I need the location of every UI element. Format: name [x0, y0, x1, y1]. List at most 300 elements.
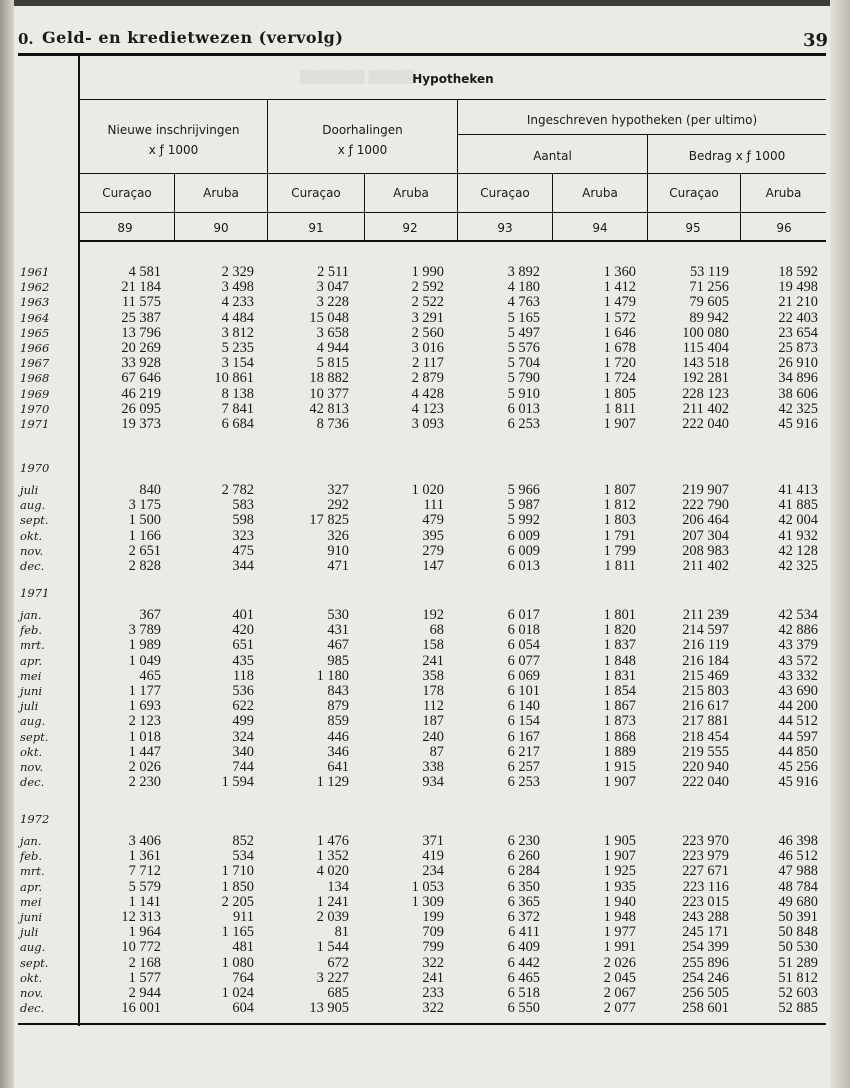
row-label: nov. — [20, 760, 44, 774]
row-label: 1964 — [20, 310, 50, 325]
header-registered: Ingeschreven hypotheken (per ultimo) — [526, 113, 758, 127]
header-new-line2: x ƒ 1000 — [148, 143, 199, 157]
table-cell: 3 227 — [316, 969, 349, 986]
table-cell: 26 910 — [778, 355, 818, 372]
table-cell: 192 — [422, 607, 444, 623]
table-cell: 985 — [327, 652, 349, 669]
table-cell: 43 690 — [778, 683, 818, 699]
table-cell: 46 398 — [778, 833, 818, 849]
table-cell: 18 592 — [778, 264, 818, 280]
table-cell: 143 518 — [682, 355, 729, 372]
table-cell: 1 018 — [128, 728, 161, 745]
table-cell: 6 009 — [507, 542, 540, 559]
table-cell: 256 505 — [682, 985, 729, 1001]
table-cell: 6 077 — [507, 652, 540, 669]
header-cancel-line2: x ƒ 1000 — [337, 143, 388, 157]
table-cell: 222 040 — [682, 416, 729, 432]
table-cell: 26 095 — [121, 400, 161, 417]
table-cell: 6 167 — [507, 728, 540, 745]
header-hypotheken: Hypotheken — [412, 72, 494, 86]
table-cell: 1 925 — [603, 863, 636, 880]
table-cell: 100 080 — [682, 324, 729, 341]
table-cell: 911 — [232, 909, 254, 925]
table-cell: 6 684 — [221, 416, 254, 432]
table-cell: 1 964 — [128, 924, 161, 941]
table-cell: 6 069 — [507, 667, 540, 684]
table-cell: 46 512 — [778, 848, 818, 865]
col-number-8: 96 — [776, 221, 792, 235]
table-cell: 207 304 — [682, 527, 729, 544]
table-cell: 1 991 — [603, 939, 636, 956]
row-label: mrt. — [20, 638, 45, 653]
table-cell: 840 — [139, 482, 161, 498]
table-cell: 1 141 — [128, 893, 161, 910]
table-cell: 1 889 — [603, 743, 636, 760]
table-cell: 324 — [232, 728, 254, 745]
table-cell: 51 289 — [778, 954, 818, 971]
table-cell: 934 — [422, 774, 444, 791]
table-cell: 3 406 — [128, 833, 161, 849]
table-cell: 4 581 — [128, 264, 161, 280]
table-cell: 6 411 — [508, 924, 540, 941]
table-cell: 118 — [232, 667, 254, 684]
table-cell: 1 807 — [603, 482, 636, 498]
row-label: dec. — [20, 775, 45, 790]
table-cell: 471 — [327, 558, 349, 574]
col-number-7: 95 — [685, 221, 701, 235]
table-cell: 4 944 — [316, 340, 349, 356]
table-cell: 5 992 — [507, 512, 540, 529]
table-cell: 1 053 — [411, 878, 444, 895]
table-cell: 211 402 — [682, 558, 729, 574]
table-cell: 6 257 — [507, 759, 540, 775]
table-cell: 178 — [422, 683, 444, 699]
table-cell: 223 015 — [682, 893, 729, 910]
row-label: nov. — [20, 986, 44, 1000]
row-label: juli — [20, 925, 39, 940]
table-cell: 323 — [232, 527, 254, 544]
table-cell: 219 907 — [682, 482, 729, 498]
table-cell: 6 217 — [507, 743, 540, 760]
table-cell: 1 867 — [603, 698, 636, 715]
table-cell: 20 269 — [121, 340, 161, 356]
table-cell: 48 784 — [778, 878, 818, 895]
col-label-1: Curaçao — [102, 186, 152, 200]
table-cell: 241 — [422, 969, 444, 986]
table-cell: 233 — [422, 985, 444, 1001]
table-cell: 2 123 — [128, 713, 161, 730]
table-cell: 243 288 — [682, 909, 729, 925]
table-cell: 340 — [232, 743, 254, 760]
table-cell: 34 896 — [778, 370, 818, 387]
table-cell: 481 — [232, 939, 254, 956]
table-cell: 44 200 — [778, 698, 818, 715]
table-cell: 42 325 — [778, 558, 818, 574]
table-cell: 1 990 — [411, 264, 444, 280]
table-cell: 33 928 — [121, 355, 161, 372]
row-label: jan. — [20, 608, 42, 622]
table-cell: 395 — [422, 527, 444, 544]
table-cell: 4 484 — [221, 309, 254, 326]
table-cell: 1 873 — [603, 713, 636, 730]
table-cell: 206 464 — [682, 512, 729, 529]
table-cell: 6 442 — [507, 954, 540, 971]
table-cell: 49 680 — [778, 893, 818, 910]
table-cell: 1 940 — [603, 893, 636, 910]
table-cell: 5 704 — [507, 355, 540, 372]
table-cell: 1 801 — [603, 607, 636, 623]
table-cell: 475 — [232, 542, 254, 559]
table-cell: 41 885 — [778, 497, 818, 514]
table-cell: 1 646 — [603, 324, 636, 341]
rule-under-hypotheken — [80, 99, 826, 100]
page-top-edge — [0, 0, 850, 6]
table-cell: 622 — [232, 698, 254, 715]
table-cell: 1 412 — [603, 279, 636, 296]
table-cell: 44 512 — [778, 713, 818, 730]
table-cell: 2 879 — [411, 370, 444, 387]
rule-under-ingeschreven — [458, 134, 826, 135]
table-cell: 1 544 — [316, 939, 349, 956]
table-cell: 222 040 — [682, 774, 729, 791]
table-cell: 1 500 — [128, 512, 161, 529]
table-cell: 910 — [327, 542, 349, 559]
vline-6 — [552, 174, 553, 241]
table-cell: 2 944 — [128, 985, 161, 1001]
col-label-2: Aruba — [203, 186, 239, 200]
table-cell: 3 228 — [316, 294, 349, 311]
table-cell: 87 — [429, 743, 444, 760]
table-cell: 22 403 — [778, 309, 818, 326]
table-cell: 10 861 — [214, 370, 254, 387]
row-label: juli — [20, 699, 39, 714]
table-cell: 5 235 — [221, 340, 254, 356]
table-cell: 446 — [327, 728, 349, 745]
table-cell: 744 — [232, 759, 254, 775]
table-cell: 50 391 — [778, 909, 818, 925]
table-cell: 218 454 — [682, 728, 729, 745]
table-cell: 651 — [232, 637, 254, 654]
table-cell: 1 479 — [603, 294, 636, 311]
table-cell: 1 177 — [128, 683, 161, 699]
table-cell: 1 724 — [603, 370, 636, 387]
table-cell: 6 018 — [507, 622, 540, 639]
table-cell: 1 907 — [603, 774, 636, 791]
table-cell: 223 970 — [682, 833, 729, 849]
table-cell: 1 678 — [603, 340, 636, 356]
table-cell: 6 253 — [507, 774, 540, 791]
table-cell: 42 325 — [778, 400, 818, 417]
table-cell: 2 117 — [412, 355, 444, 372]
rule-above-colnumbers — [80, 212, 826, 213]
table-cell: 1 360 — [603, 264, 636, 280]
table-cell: 401 — [232, 607, 254, 623]
table-cell: 1 812 — [603, 497, 636, 514]
row-label: okt. — [20, 744, 43, 759]
rule-under-subgroups — [80, 173, 826, 174]
table-cell: 13 796 — [121, 324, 161, 341]
table-cell: 709 — [422, 924, 444, 941]
row-label: 1965 — [20, 325, 50, 340]
col-number-2: 90 — [213, 221, 229, 235]
table-cell: 6 465 — [507, 969, 540, 986]
table-cell: 3 658 — [316, 324, 349, 341]
table-cell: 199 — [422, 909, 444, 925]
col-label-3: Curaçao — [291, 186, 341, 200]
page-left-edge — [0, 0, 14, 1088]
table-cell: 467 — [327, 637, 349, 654]
table-cell: 4 428 — [411, 385, 444, 402]
table-cell: 2 045 — [603, 969, 636, 986]
table-cell: 6 409 — [507, 939, 540, 956]
table-cell: 1 352 — [316, 848, 349, 865]
row-label: 1963 — [20, 295, 50, 310]
table-cell: 13 905 — [309, 1000, 349, 1017]
table-cell: 6 518 — [507, 985, 540, 1001]
row-label: sept. — [20, 513, 49, 528]
table-cell: 641 — [327, 759, 349, 775]
table-cell: 19 373 — [121, 416, 161, 432]
table-cell: 279 — [422, 542, 444, 559]
col-label-5: Curaçao — [480, 186, 530, 200]
table-cell: 4 123 — [411, 400, 444, 417]
table-cell: 536 — [232, 683, 254, 699]
table-cell: 112 — [422, 698, 444, 715]
table-cell: 6 372 — [507, 909, 540, 925]
table-cell: 1 166 — [128, 527, 161, 544]
table-cell: 6 154 — [507, 713, 540, 730]
table-cell: 431 — [327, 622, 349, 639]
table-cell: 240 — [422, 728, 444, 745]
table-cell: 1 361 — [128, 848, 161, 865]
table-cell: 8 138 — [221, 385, 254, 402]
table-cell: 220 940 — [682, 759, 729, 775]
table-cell: 245 171 — [682, 924, 729, 941]
table-cell: 1 577 — [128, 969, 161, 986]
header-amount: Bedrag x ƒ 1000 — [688, 149, 786, 163]
col-number-1: 89 — [117, 221, 133, 235]
table-cell: 2 230 — [128, 774, 161, 791]
table-cell: 3 016 — [411, 340, 444, 356]
bleed-through-text: ▒▒▒▒▒ ▒▒▒▒▒▒▒ — [300, 70, 415, 84]
table-cell: 52 603 — [778, 985, 818, 1001]
row-label: feb. — [20, 623, 43, 638]
table-cell: 1 020 — [411, 482, 444, 498]
table-cell: 479 — [422, 512, 444, 529]
table-cell: 5 579 — [128, 878, 161, 895]
table-cell: 25 873 — [778, 340, 818, 356]
table-cell: 338 — [422, 759, 444, 775]
table-cell: 1 241 — [316, 893, 349, 910]
row-label: 1966 — [20, 341, 50, 355]
block-heading: 1971 — [20, 586, 50, 600]
table-cell: 1 720 — [603, 355, 636, 372]
table-cell: 2 026 — [603, 954, 636, 971]
table-cell: 6 101 — [507, 683, 540, 699]
table-cell: 1 935 — [603, 878, 636, 895]
table-cell: 43 379 — [778, 637, 818, 654]
table-cell: 51 812 — [778, 969, 818, 986]
table-cell: 764 — [232, 969, 254, 986]
table-cell: 254 246 — [682, 969, 729, 986]
table-cell: 46 219 — [121, 385, 161, 402]
table-cell: 10 377 — [309, 385, 349, 402]
row-label: okt. — [20, 970, 43, 985]
table-cell: 1 180 — [316, 667, 349, 684]
row-label: apr. — [20, 879, 43, 894]
table-cell: 41 413 — [778, 482, 818, 498]
table-cell: 6 017 — [507, 607, 540, 623]
table-cell: 3 892 — [507, 264, 540, 280]
table-cell: 215 803 — [682, 683, 729, 699]
table-cell: 17 825 — [309, 512, 349, 529]
table-cell: 6 253 — [507, 416, 540, 432]
table-cell: 879 — [327, 698, 349, 715]
table-cell: 215 469 — [682, 667, 729, 684]
top-rule — [18, 53, 826, 56]
table-cell: 1 907 — [603, 848, 636, 865]
row-label: sept. — [20, 729, 49, 744]
table-cell: 2 026 — [128, 759, 161, 775]
rule-under-colnumbers — [80, 240, 826, 242]
table-cell: 43 332 — [778, 667, 818, 684]
table-cell: 2 560 — [411, 324, 444, 341]
table-cell: 134 — [327, 878, 349, 895]
table-cell: 3 812 — [221, 324, 254, 341]
table-cell: 6 013 — [507, 400, 540, 417]
table-cell: 1 905 — [603, 833, 636, 849]
header-new-registrations — [80, 120, 267, 160]
table-cell: 5 576 — [507, 340, 540, 356]
table-cell: 10 772 — [121, 939, 161, 956]
table-cell: 1 868 — [603, 728, 636, 745]
table-cell: 4 763 — [507, 294, 540, 311]
table-cell: 799 — [422, 939, 444, 956]
table-cell: 1 811 — [604, 558, 636, 574]
page-title: Geld- en kredietwezen (vervolg) — [42, 28, 344, 47]
row-label: apr. — [20, 653, 43, 668]
table-cell: 3 093 — [411, 416, 444, 432]
table-cell: 358 — [422, 667, 444, 684]
col-label-4: Aruba — [393, 186, 429, 200]
row-label: dec. — [20, 1001, 45, 1016]
col-number-5: 93 — [497, 221, 513, 235]
table-cell: 18 882 — [309, 370, 349, 387]
table-cell: 327 — [327, 482, 349, 498]
header-cancel-line1: Doorhalingen — [322, 123, 403, 137]
table-cell: 2 522 — [411, 294, 444, 311]
table-cell: 68 — [429, 622, 444, 639]
table-cell: 6 009 — [507, 527, 540, 544]
table-cell: 53 119 — [689, 264, 729, 280]
table-cell: 7 712 — [128, 863, 161, 880]
table-cell: 192 281 — [682, 370, 729, 387]
table-cell: 4 180 — [507, 279, 540, 296]
table-cell: 6 260 — [507, 848, 540, 865]
row-label: aug. — [20, 714, 46, 729]
table-cell: 147 — [422, 558, 444, 574]
table-cell: 344 — [232, 558, 254, 574]
table-cell: 5 966 — [507, 482, 540, 498]
table-cell: 5 165 — [507, 309, 540, 326]
table-cell: 187 — [422, 713, 444, 730]
table-cell: 1 915 — [603, 759, 636, 775]
table-cell: 223 979 — [682, 848, 729, 865]
table-cell: 50 530 — [778, 939, 818, 956]
table-cell: 604 — [232, 1000, 254, 1017]
table-cell: 67 646 — [121, 370, 161, 387]
table-cell: 419 — [422, 848, 444, 865]
table-cell: 852 — [232, 833, 254, 849]
col-label-7: Curaçao — [669, 186, 719, 200]
table-cell: 3 789 — [128, 622, 161, 639]
table-cell: 111 — [423, 497, 444, 514]
table-cell: 45 256 — [778, 759, 818, 775]
table-cell: 71 256 — [689, 279, 729, 296]
table-cell: 228 123 — [682, 385, 729, 402]
table-cell: 1 165 — [221, 924, 254, 941]
row-label: mei — [20, 668, 42, 683]
table-cell: 2 782 — [221, 482, 254, 498]
table-cell: 2 039 — [316, 909, 349, 925]
table-cell: 598 — [232, 512, 254, 529]
table-cell: 583 — [232, 497, 254, 514]
row-label: dec. — [20, 559, 45, 573]
table-cell: 2 592 — [411, 279, 444, 296]
table-cell: 41 932 — [778, 527, 818, 544]
table-cell: 371 — [422, 833, 444, 849]
table-cell: 25 387 — [121, 309, 161, 326]
row-label: mei — [20, 894, 42, 909]
table-cell: 211 239 — [682, 607, 729, 623]
table-cell: 1 848 — [603, 652, 636, 669]
table-cell: 15 048 — [309, 309, 349, 326]
table-cell: 254 399 — [682, 939, 729, 956]
header-count: Aantal — [533, 149, 572, 163]
row-label: mrt. — [20, 864, 45, 879]
table-cell: 47 988 — [778, 863, 818, 880]
table-cell: 2 168 — [128, 954, 161, 971]
table-cell: 50 848 — [778, 924, 818, 941]
row-label: aug. — [20, 940, 46, 955]
table-cell: 534 — [232, 848, 254, 865]
table-cell: 3 498 — [221, 279, 254, 296]
table-cell: 859 — [327, 713, 349, 730]
row-label: 1961 — [20, 265, 50, 279]
table-cell: 42 886 — [778, 622, 818, 639]
row-label: sept. — [20, 955, 49, 970]
col-number-4: 92 — [402, 221, 418, 235]
table-cell: 6 550 — [507, 1000, 540, 1017]
row-label: juli — [20, 483, 39, 497]
block-heading: 1970 — [20, 461, 50, 475]
row-label: 1971 — [20, 417, 50, 431]
table-cell: 219 555 — [682, 743, 729, 760]
table-cell: 222 790 — [682, 497, 729, 514]
table-cell: 8 736 — [316, 416, 349, 432]
table-cell: 19 498 — [778, 279, 818, 296]
table-cell: 214 597 — [682, 622, 729, 639]
table-cell: 672 — [327, 954, 349, 971]
table-cell: 1 854 — [603, 683, 636, 699]
table-cell: 52 885 — [778, 1000, 818, 1017]
table-cell: 1 837 — [603, 637, 636, 654]
table-cell: 499 — [232, 713, 254, 730]
table-cell: 42 813 — [309, 400, 349, 417]
page-right-edge — [830, 0, 850, 1088]
table-cell: 208 983 — [682, 542, 729, 559]
table-cell: 1 811 — [604, 400, 636, 417]
